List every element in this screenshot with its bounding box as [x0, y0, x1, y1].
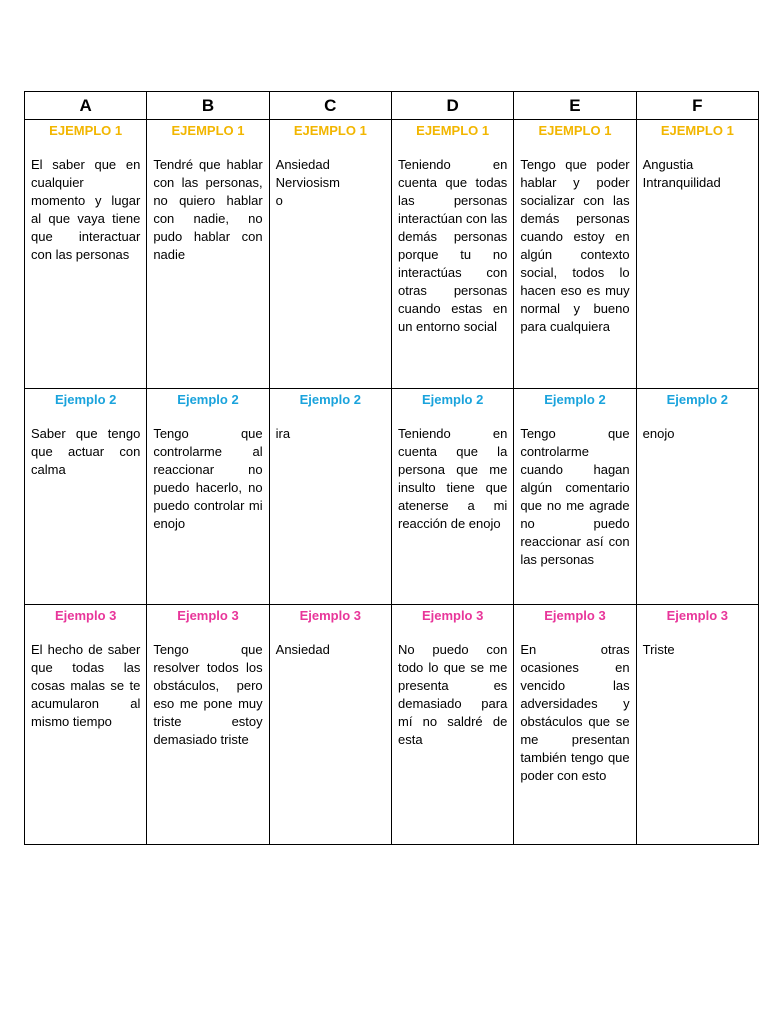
header-row: [25, 92, 759, 120]
cell-f2: [636, 389, 758, 605]
example-label: Ejemplo 2: [177, 392, 239, 407]
cell-c2: [269, 389, 391, 605]
cell-e3: [514, 605, 636, 845]
example-label: Ejemplo 2: [299, 392, 362, 407]
example-label: Ejemplo 3: [177, 608, 239, 623]
example-label: EJEMPLO 1: [660, 123, 734, 138]
example-label: Ejemplo 3: [54, 608, 117, 623]
cell-text: ira: [275, 426, 291, 441]
cell-text: Angustia Intranquilidad: [642, 157, 721, 190]
cell-text: En otras ocasiones en vencido las adversidades y obstáculos que se me presentan también tengo que poder con esto: [520, 642, 630, 783]
example-label: EJEMPLO 1: [49, 123, 123, 138]
cell-c1: [269, 120, 391, 389]
cell-f1: [636, 120, 758, 389]
cell-text: Triste: [642, 642, 675, 657]
example-label: Ejemplo 3: [666, 608, 729, 623]
column-header-f: F: [636, 92, 758, 120]
cell-f3: [636, 605, 758, 845]
example-label: EJEMPLO 1: [293, 123, 367, 138]
example-row-3: [25, 605, 759, 845]
example-label: Ejemplo 3: [421, 608, 484, 623]
example-label: Ejemplo 2: [421, 392, 484, 407]
cell-a1: [25, 120, 147, 389]
example-label: Ejemplo 3: [299, 608, 362, 623]
example-row-1: [25, 120, 759, 389]
column-header-a: A: [25, 92, 147, 120]
example-label: EJEMPLO 1: [538, 123, 612, 138]
cell-text: enojo: [642, 426, 675, 441]
cell-text: Ansiedad: [275, 642, 330, 657]
column-header-d: D: [391, 92, 513, 120]
cell-text: Teniendo en cuenta que la persona que me insulto tiene que atenerse a mi reacción de enojo: [397, 426, 508, 531]
example-label: EJEMPLO 1: [416, 123, 490, 138]
cell-text: No puedo con todo lo que se me presenta es demasiado para mí no saldré de esta: [397, 642, 508, 747]
examples-document: [24, 91, 759, 838]
example-label: Ejemplo 3: [544, 608, 606, 623]
cell-d1: [391, 120, 513, 389]
cell-text: Ansiedad Nerviosismo: [275, 157, 340, 208]
cell-d2: [391, 389, 513, 605]
cell-d3: [391, 605, 513, 845]
cell-c3: [269, 605, 391, 845]
cell-b2: [147, 389, 269, 605]
examples-table: [24, 91, 759, 845]
example-label: Ejemplo 2: [544, 392, 606, 407]
example-label: Ejemplo 2: [54, 392, 117, 407]
cell-text: Tendré que hablar con las personas, no quiero hablar con nadie, no pudo hablar con nadie: [153, 157, 263, 262]
example-label: EJEMPLO 1: [171, 123, 245, 138]
cell-a2: [25, 389, 147, 605]
cell-text: Tengo que controlarme cuando hagan algún comentario que no me agrade no puedo reaccionar así con las personas: [520, 426, 630, 567]
column-header-c: C: [269, 92, 391, 120]
cell-text: Teniendo en cuenta que todas las personas interactúan con las demás personas porque tu no interactúas con otras personas cuando estas en un entorno social: [397, 157, 508, 334]
cell-b3: [147, 605, 269, 845]
cell-text: Tengo que controlarme al reaccionar no puedo hacerlo, no puedo controlar mi enojo: [153, 426, 263, 531]
cell-text: El hecho de saber que todas las cosas malas se te acumularon al mismo tiempo: [31, 642, 141, 729]
example-label: Ejemplo 2: [666, 392, 729, 407]
cell-text: Tengo que resolver todos los obstáculos, pero eso me pone muy triste estoy demasiado triste: [153, 642, 263, 747]
cell-text: Tengo que poder hablar y poder socializar con las demás personas cuando estoy en algún contexto social, todos lo hacen eso es muy normal y bueno para cualquiera: [520, 157, 630, 334]
cell-text: El saber que en cualquier momento y lugar al que vaya tiene que interactuar con las personas: [31, 157, 141, 262]
column-header-b: B: [147, 92, 269, 120]
cell-e2: [514, 389, 636, 605]
cell-b1: [147, 120, 269, 389]
column-header-e: E: [514, 92, 636, 120]
cell-e1: [514, 120, 636, 389]
cell-text: Saber que tengo que actuar con calma: [31, 426, 141, 477]
example-row-2: [25, 389, 759, 605]
cell-a3: [25, 605, 147, 845]
